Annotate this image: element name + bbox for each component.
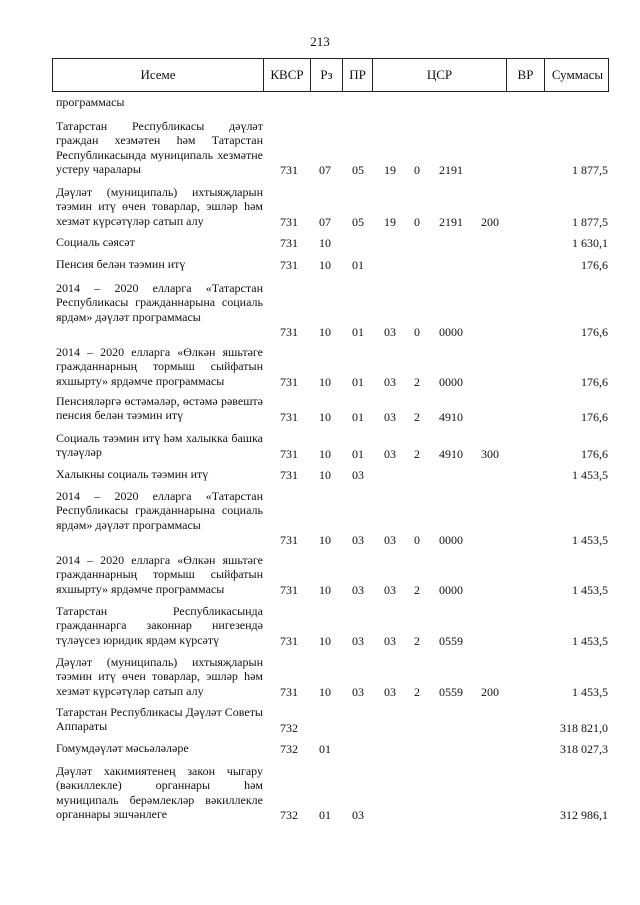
row-name: Социаль тәэмин итү һәм халыкка башка түләүләр (56, 431, 263, 460)
cell-csr-code: 2191 (439, 162, 463, 177)
cell-csr-program: 03 (384, 324, 396, 339)
table-row (56, 705, 608, 735)
cell-pr: 01 (352, 446, 364, 461)
cell-csr-program: 03 (384, 374, 396, 389)
header-rz: Рз (311, 59, 343, 91)
header-sum: Суммасы (551, 67, 604, 82)
cell-rz: 10 (319, 235, 331, 250)
table-row (56, 489, 608, 547)
cell-csr-program: 03 (384, 633, 396, 648)
cell-pr: 03 (352, 467, 364, 482)
cell-kbsr: 731 (280, 235, 298, 250)
header-pr: ПР (343, 59, 373, 91)
cell-kbsr: 732 (280, 741, 298, 756)
table-row (56, 119, 608, 177)
cell-vr: 300 (481, 446, 499, 461)
cell-csr-program: 03 (384, 582, 396, 597)
table-row (56, 185, 608, 229)
cell-pr: 03 (352, 684, 364, 699)
cell-pr: 05 (352, 162, 364, 177)
cell-rz: 10 (319, 374, 331, 389)
cell-sum: 176,6 (581, 409, 608, 424)
table-row (56, 257, 608, 272)
header-kbsr: КВСР (264, 59, 311, 91)
row-name: Социаль сәясәт (56, 235, 135, 249)
row-name: Пенсия белән тәэмин итү (56, 257, 186, 271)
cell-pr: 03 (352, 582, 364, 597)
header-vr: ВР (507, 59, 545, 91)
cell-pr: 03 (352, 633, 364, 648)
cell-sum: 1 877,5 (572, 214, 608, 229)
cell-csr-program: 03 (384, 532, 396, 547)
table-row (56, 345, 608, 389)
cell-pr: 03 (352, 532, 364, 547)
cell-sum: 318 027,3 (560, 741, 608, 756)
cell-csr-subprogram: 2 (414, 684, 420, 699)
header-csr: ЦСР (373, 59, 507, 91)
cell-rz: 10 (319, 684, 331, 699)
cell-csr-code: 0559 (439, 633, 463, 648)
table-row (56, 764, 608, 822)
header-name: Исеме (53, 59, 264, 91)
cell-sum: 1 877,5 (572, 162, 608, 177)
cell-sum: 1 453,5 (572, 467, 608, 482)
cell-sum: 1 453,5 (572, 633, 608, 648)
cell-pr: 01 (352, 409, 364, 424)
cell-rz: 10 (319, 532, 331, 547)
cell-rz: 10 (319, 467, 331, 482)
cell-rz: 10 (319, 257, 331, 272)
cell-csr-code: 4910 (439, 446, 463, 461)
cell-sum: 1 630,1 (572, 235, 608, 250)
cell-csr-code: 0000 (439, 324, 463, 339)
cell-csr-subprogram: 2 (414, 409, 420, 424)
cell-kbsr: 731 (280, 324, 298, 339)
cell-csr-program: 03 (384, 684, 396, 699)
cell-csr-subprogram: 0 (414, 162, 420, 177)
cell-csr-subprogram: 2 (414, 582, 420, 597)
cell-kbsr: 731 (280, 162, 298, 177)
row-name: 2014 – 2020 елларга «Татарстан Республикасы гражданнарына социаль ярдәм» дәүләт программасы (56, 489, 263, 532)
row-name: Дәүләт хакимиятенең закон чыгару (вәкиллекле) органнары һәм муниципаль берәмлекләр вәкиллекле органнары эшчәнлеге (56, 764, 263, 822)
table-row (56, 431, 608, 461)
cell-csr-code: 4910 (439, 409, 463, 424)
row-name: Халыкны социаль тәэмин итү (56, 467, 209, 481)
row-name: Пенсияләргә өстәмәләр, өстәмә рәвештә пенсия белән тәэмин итү (56, 394, 263, 423)
cell-kbsr: 731 (280, 409, 298, 424)
row-name: 2014 – 2020 елларга «Өлкән яшьтәге гражданнарның тормыш сыйфатын яхшырту» ярдәмче программасы (56, 553, 263, 596)
cell-sum: 176,6 (581, 324, 608, 339)
cell-csr-code: 0559 (439, 684, 463, 699)
cell-kbsr: 731 (280, 446, 298, 461)
cell-sum: 176,6 (581, 446, 608, 461)
row-name: 2014 – 2020 елларга «Татарстан Республикасы гражданнарына социаль ярдәм» дәүләт программасы (56, 281, 263, 324)
cell-pr: 01 (352, 257, 364, 272)
row-name: Дәүләт (муниципаль) ихтыяҗларын тәэмин итү өчен товарлар, эшләр һәм хезмәт күрсәтүләр сатып алу (56, 655, 263, 698)
cell-kbsr: 731 (280, 374, 298, 389)
table-row (56, 235, 608, 250)
cell-csr-subprogram: 2 (414, 374, 420, 389)
row-name: Татарстан Республикасында гражданнарга законнар нигезендә түләүсез юридик ярдәм күрсәтү (56, 604, 263, 647)
cell-sum: 1 453,5 (572, 684, 608, 699)
cell-rz: 10 (319, 409, 331, 424)
cell-rz: 10 (319, 324, 331, 339)
cell-rz: 10 (319, 633, 331, 648)
cell-sum: 318 821,0 (560, 720, 608, 735)
cell-rz: 01 (319, 807, 331, 822)
cell-csr-subprogram: 2 (414, 446, 420, 461)
row-name: Татарстан Республикасы Дәүләт Советы Аппараты (56, 705, 263, 734)
table-row (56, 604, 608, 648)
row-name: 2014 – 2020 елларга «Өлкән яшьтәге гражданнарның тормыш сыйфатын яхшырту» ярдәмче программасы (56, 345, 263, 388)
cell-sum: 1 453,5 (572, 582, 608, 597)
cell-csr-code: 2191 (439, 214, 463, 229)
cell-kbsr: 731 (280, 257, 298, 272)
cell-csr-subprogram: 0 (414, 532, 420, 547)
cell-rz: 07 (319, 214, 331, 229)
table-row (56, 467, 608, 482)
cell-csr-code: 0000 (439, 532, 463, 547)
table-row (56, 281, 608, 339)
cell-csr-program: 19 (384, 214, 396, 229)
cell-csr-code: 0000 (439, 582, 463, 597)
cell-csr-subprogram: 0 (414, 214, 420, 229)
cell-kbsr: 731 (280, 582, 298, 597)
table-row (56, 95, 608, 110)
cell-csr-subprogram: 2 (414, 633, 420, 648)
cell-pr: 01 (352, 324, 364, 339)
table-row (56, 553, 608, 597)
cell-kbsr: 731 (280, 532, 298, 547)
cell-rz: 01 (319, 741, 331, 756)
cell-kbsr: 731 (280, 214, 298, 229)
cell-sum: 176,6 (581, 257, 608, 272)
cell-pr: 05 (352, 214, 364, 229)
table-row (56, 741, 608, 756)
cell-csr-program: 19 (384, 162, 396, 177)
cell-sum: 176,6 (581, 374, 608, 389)
cell-kbsr: 731 (280, 467, 298, 482)
table-row (56, 655, 608, 699)
cell-rz: 10 (319, 446, 331, 461)
cell-csr-code: 0000 (439, 374, 463, 389)
cell-kbsr: 731 (280, 684, 298, 699)
cell-sum: 312 986,1 (560, 807, 608, 822)
cell-kbsr: 732 (280, 720, 298, 735)
table-row (56, 394, 608, 424)
cell-rz: 10 (319, 582, 331, 597)
page-number: 213 (310, 34, 330, 49)
cell-rz: 07 (319, 162, 331, 177)
cell-csr-program: 03 (384, 409, 396, 424)
cell-pr: 01 (352, 374, 364, 389)
cell-sum: 1 453,5 (572, 532, 608, 547)
cell-kbsr: 732 (280, 807, 298, 822)
cell-csr-program: 03 (384, 446, 396, 461)
cell-csr-subprogram: 0 (414, 324, 420, 339)
row-name: Гомумдәүләт мәсьәләләре (56, 741, 189, 755)
row-name: Дәүләт (муниципаль) ихтыяҗларын тәэмин итү өчен товарлар, эшләр һәм хезмәт күрсәтүләр сатып алу (56, 185, 263, 228)
cell-vr: 200 (481, 214, 499, 229)
cell-kbsr: 731 (280, 633, 298, 648)
row-name: Татарстан Республикасы дәүләт граждан хезмәтен һәм Татарстан Республикасында муниципаль хезмәтне устеру чаралары (56, 119, 263, 177)
table-header (52, 58, 609, 92)
cell-vr: 200 (481, 684, 499, 699)
row-name: программасы (56, 95, 125, 109)
cell-pr: 03 (352, 807, 364, 822)
